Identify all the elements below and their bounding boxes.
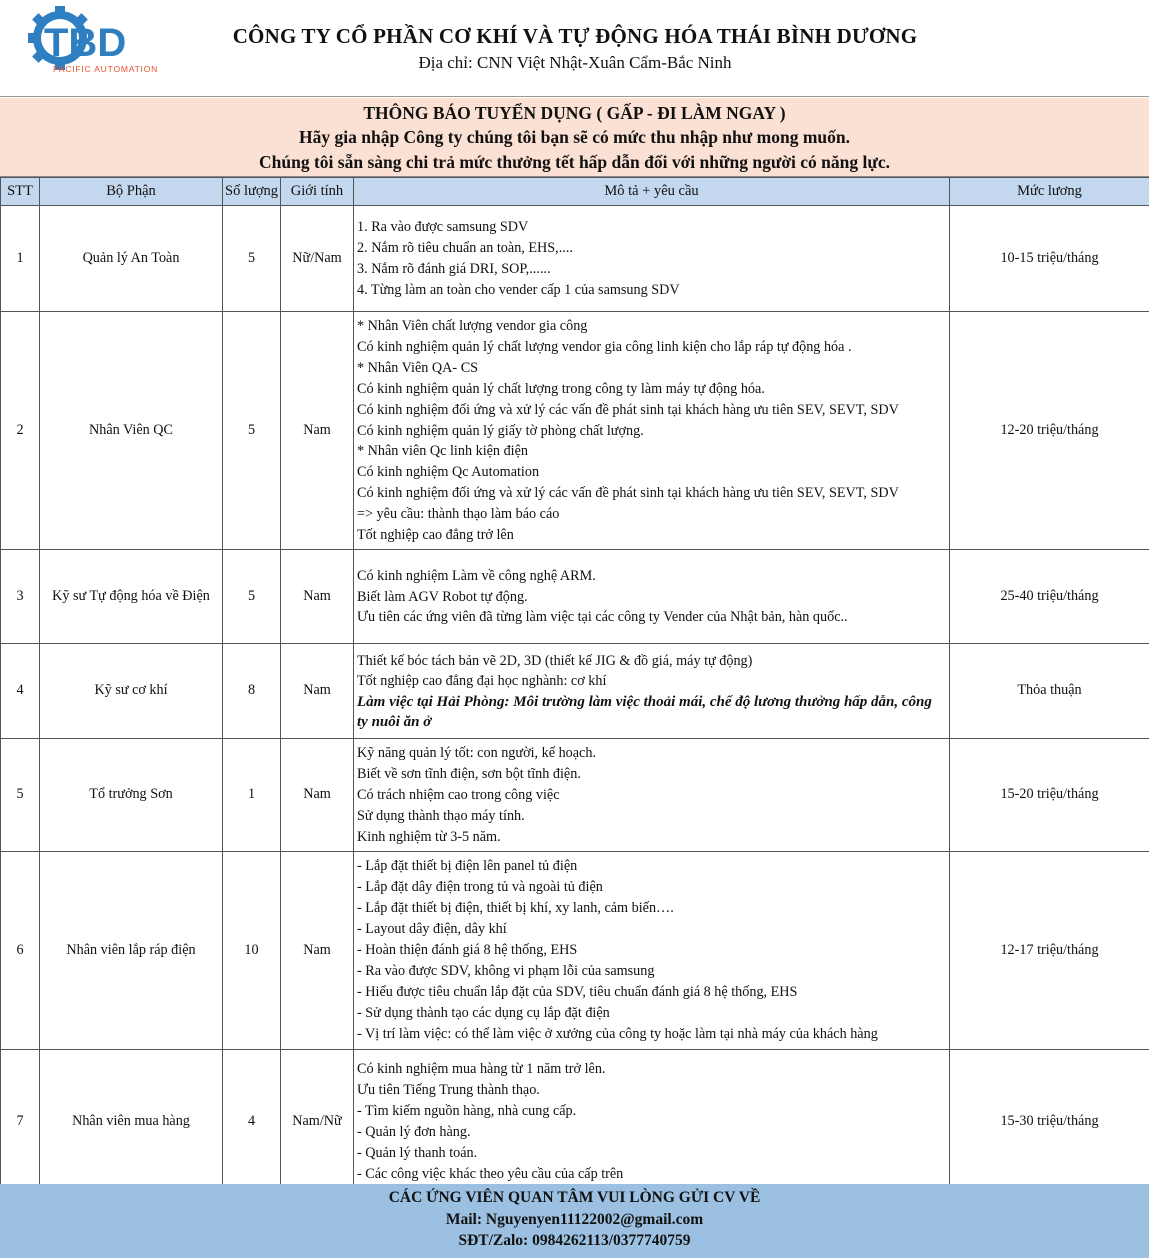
header-stt: STT: [1, 178, 40, 206]
company-address: Địa chỉ: CNN Việt Nhật-Xuân Cẩm-Bắc Ninh: [418, 53, 732, 72]
description-line: - Ra vào được SDV, không vi phạm lỗi của samsung: [357, 962, 655, 979]
footer-call-to-action: CÁC ỨNG VIÊN QUAN TÂM VUI LÒNG GỬI CV VỀ: [388, 1189, 761, 1206]
cell-gender: Nam: [281, 643, 354, 738]
notice-line-3: Chúng tôi sẵn sàng chi trả mức thưởng tết hấp dẫn đối với những người có năng lực.: [259, 152, 890, 172]
description-line: - Lắp đặt thiết bị điện lên panel tủ điện: [357, 858, 578, 875]
table-row: [1, 643, 1149, 738]
cell-quantity: 5: [223, 206, 281, 312]
cell-description: [354, 1049, 950, 1194]
cell-quantity: 4: [223, 1049, 281, 1194]
cell-department: Nhân viên lắp ráp điện: [40, 851, 223, 1049]
gear-logo-icon: [20, 4, 192, 76]
cell-description: [354, 851, 950, 1049]
cell-gender: Nam: [281, 312, 354, 550]
contact-footer: [0, 1184, 1149, 1258]
header-quantity: Số lượng: [223, 178, 281, 206]
cell-stt: 1: [1, 206, 40, 312]
footer-phone: SĐT/Zalo: 0984262113/0377740759: [458, 1232, 691, 1249]
description-line: => yêu cầu: thành thạo làm báo cáo: [357, 506, 560, 523]
description-line: Có kinh nghiệm đối ứng và xử lý các vấn đề phát sinh tại khách hàng ưu tiên SEV, SEVT, SDV: [357, 485, 899, 502]
description-line: Có kinh nghiệm quản lý giấy tờ phòng chất lượng.: [357, 422, 644, 439]
description-line: Biết làm AGV Robot tự động.: [357, 588, 528, 605]
cell-stt: 6: [1, 851, 40, 1049]
cell-quantity: 5: [223, 312, 281, 550]
cell-stt: 7: [1, 1049, 40, 1194]
description-line: Ưu tiên Tiếng Trung thành thạo.: [357, 1082, 540, 1099]
footer-email: Mail: Nguyenyen11122002@gmail.com: [445, 1211, 704, 1228]
header-gender: Giới tính: [281, 178, 354, 206]
cell-gender: Nữ/Nam: [281, 206, 354, 312]
cell-quantity: 8: [223, 643, 281, 738]
description-line: - Vị trí làm việc: có thể làm việc ở xưởng của công ty hoặc làm tại nhà máy của khách hàng: [357, 1025, 878, 1042]
header-salary: Mức lương: [950, 178, 1149, 206]
description-line: Tốt nghiệp cao đẳng đại học nghành: cơ khí: [357, 673, 607, 690]
logo-subtext: PACIFIC AUTOMATION: [53, 64, 159, 74]
cell-quantity: 10: [223, 851, 281, 1049]
description-line: 1. Ra vào được samsung SDV: [357, 219, 529, 236]
jobs-table: [0, 177, 1149, 1195]
cell-salary: 12-17 triệu/tháng: [950, 851, 1149, 1049]
company-name: CÔNG TY CỔ PHẦN CƠ KHÍ VÀ TỰ ĐỘNG HÓA THÁI BÌNH DƯƠNG: [232, 24, 918, 48]
cell-department: Tổ trưởng Sơn: [40, 738, 223, 851]
description-line: Có kinh nghiệm Qc Automation: [357, 464, 540, 481]
cell-salary: Thỏa thuận: [950, 643, 1149, 738]
cell-salary: 25-40 triệu/tháng: [950, 549, 1149, 643]
table-row: [1, 312, 1149, 550]
header-department: Bộ Phận: [40, 178, 223, 206]
description-line: Có trách nhiệm cao trong công việc: [357, 786, 560, 803]
description-line: 3. Nắm rõ đánh giá DRI, SOP,......: [357, 261, 551, 277]
description-line: Có kinh nghiệm Làm về công nghệ ARM.: [357, 567, 596, 584]
table-row: [1, 549, 1149, 643]
description-line: * Nhân Viên QA- CS: [357, 359, 479, 376]
table-row: [1, 851, 1149, 1049]
description-line: 2. Nắm rõ tiêu chuẩn an toàn, EHS,....: [357, 240, 573, 257]
company-logo: [20, 4, 192, 76]
notice-title: THÔNG BÁO TUYỂN DỤNG ( GẤP - ĐI LÀM NGAY ): [363, 103, 786, 123]
cell-stt: 4: [1, 643, 40, 738]
description-emphasis: Làm việc tại Hải Phòng: Môi trường làm việc thoải mái, chế độ lương thưởng hấp dẫn, công ty nuôi ăn ở: [357, 694, 932, 731]
description-line: Biết về sơn tĩnh điện, sơn bột tĩnh điện.: [357, 765, 581, 782]
cell-gender: Nam: [281, 549, 354, 643]
logo-wordmark: TBD: [44, 21, 127, 65]
cell-description: [354, 549, 950, 643]
description-line: * Nhân Viên chất lượng vendor gia công: [357, 318, 588, 334]
table-header-row: [1, 178, 1149, 206]
cell-salary: 12-20 triệu/tháng: [950, 312, 1149, 550]
table-row: [1, 206, 1149, 312]
description-line: - Hiểu được tiêu chuẩn lắp đặt của SDV, tiêu chuẩn đánh giá 8 hệ thống, EHS: [357, 983, 798, 1000]
cell-department: Kỹ sư Tự động hóa về Điện: [40, 549, 223, 643]
cell-description: [354, 206, 950, 312]
description-line: Có kinh nghiệm mua hàng từ 1 năm trở lên.: [357, 1061, 606, 1078]
cell-stt: 5: [1, 738, 40, 851]
description-line: * Nhân viên Qc linh kiện điện: [357, 443, 528, 460]
description-line: Có kinh nghiệm đối ứng và xử lý các vấn đề phát sinh tại khách hàng ưu tiên SEV, SEVT, SDV: [357, 401, 899, 418]
description-line: - Hoàn thiện đánh giá 8 hệ thống, EHS: [357, 942, 578, 959]
description-line: Kỹ năng quản lý tốt: con người, kế hoạch.: [357, 744, 596, 761]
description-line: - Quản lý đơn hàng.: [357, 1124, 471, 1140]
description-line: Sử dụng thành thạo máy tính.: [357, 807, 525, 824]
cell-salary: 15-20 triệu/tháng: [950, 738, 1149, 851]
cell-salary: 10-15 triệu/tháng: [950, 206, 1149, 312]
cell-stt: 3: [1, 549, 40, 643]
description-line: - Lắp đặt dây điện trong tủ và ngoài tủ điện: [357, 879, 603, 896]
description-line: 4. Từng làm an toàn cho vender cấp 1 của samsung SDV: [357, 281, 680, 298]
table-row: [1, 738, 1149, 851]
cell-gender: Nam/Nữ: [281, 1049, 354, 1194]
cell-salary: 15-30 triệu/tháng: [950, 1049, 1149, 1194]
description-line: - Lắp đặt thiết bị điện, thiết bị khí, xy lanh, cảm biến….: [357, 900, 674, 917]
description-line: - Các công việc khác theo yêu cầu của cấp trên: [357, 1165, 624, 1182]
description-line: Ưu tiên các ứng viên đã từng làm việc tại các công ty Vender của Nhật bản, hàn quốc..: [357, 609, 848, 626]
cell-stt: 2: [1, 312, 40, 550]
recruitment-notice: [0, 98, 1149, 177]
description-line: Có kinh nghiệm quản lý chất lượng trong công ty làm máy tự động hóa.: [357, 380, 765, 397]
description-line: - Layout dây điện, dây khí: [357, 921, 507, 938]
description-line: - Sử dụng thành tạo các dụng cụ lắp đặt điện: [357, 1004, 610, 1021]
header-description: Mô tả + yêu cầu: [354, 178, 950, 206]
description-line: Thiết kế bóc tách bản vẽ 2D, 3D (thiết kế JIG & đồ giá, máy tự động): [357, 652, 753, 669]
cell-quantity: 5: [223, 549, 281, 643]
cell-department: Nhân Viên QC: [40, 312, 223, 550]
description-line: - Quản lý thanh toán.: [357, 1144, 478, 1161]
table-row: [1, 1049, 1149, 1194]
cell-quantity: 1: [223, 738, 281, 851]
description-line: Có kinh nghiệm quản lý chất lượng vendor gia công linh kiện cho lắp ráp tự động hóa .: [357, 338, 852, 355]
cell-description: [354, 312, 950, 550]
cell-gender: Nam: [281, 851, 354, 1049]
description-line: Tốt nghiệp cao đẳng trở lên: [357, 527, 514, 544]
cell-department: Nhân viên mua hàng: [40, 1049, 223, 1194]
description-line: Kinh nghiệm từ 3-5 năm.: [357, 828, 501, 845]
cell-department: Kỹ sư cơ khí: [40, 643, 223, 738]
cell-description: [354, 738, 950, 851]
notice-line-2: Hãy gia nhập Công ty chúng tôi bạn sẽ có mức thu nhập như mong muốn.: [299, 127, 850, 147]
document-header: [0, 0, 1149, 97]
cell-department: Quản lý An Toàn: [40, 206, 223, 312]
cell-gender: Nam: [281, 738, 354, 851]
description-line: - Tìm kiếm nguồn hàng, nhà cung cấp.: [357, 1103, 577, 1120]
cell-description: [354, 643, 950, 738]
